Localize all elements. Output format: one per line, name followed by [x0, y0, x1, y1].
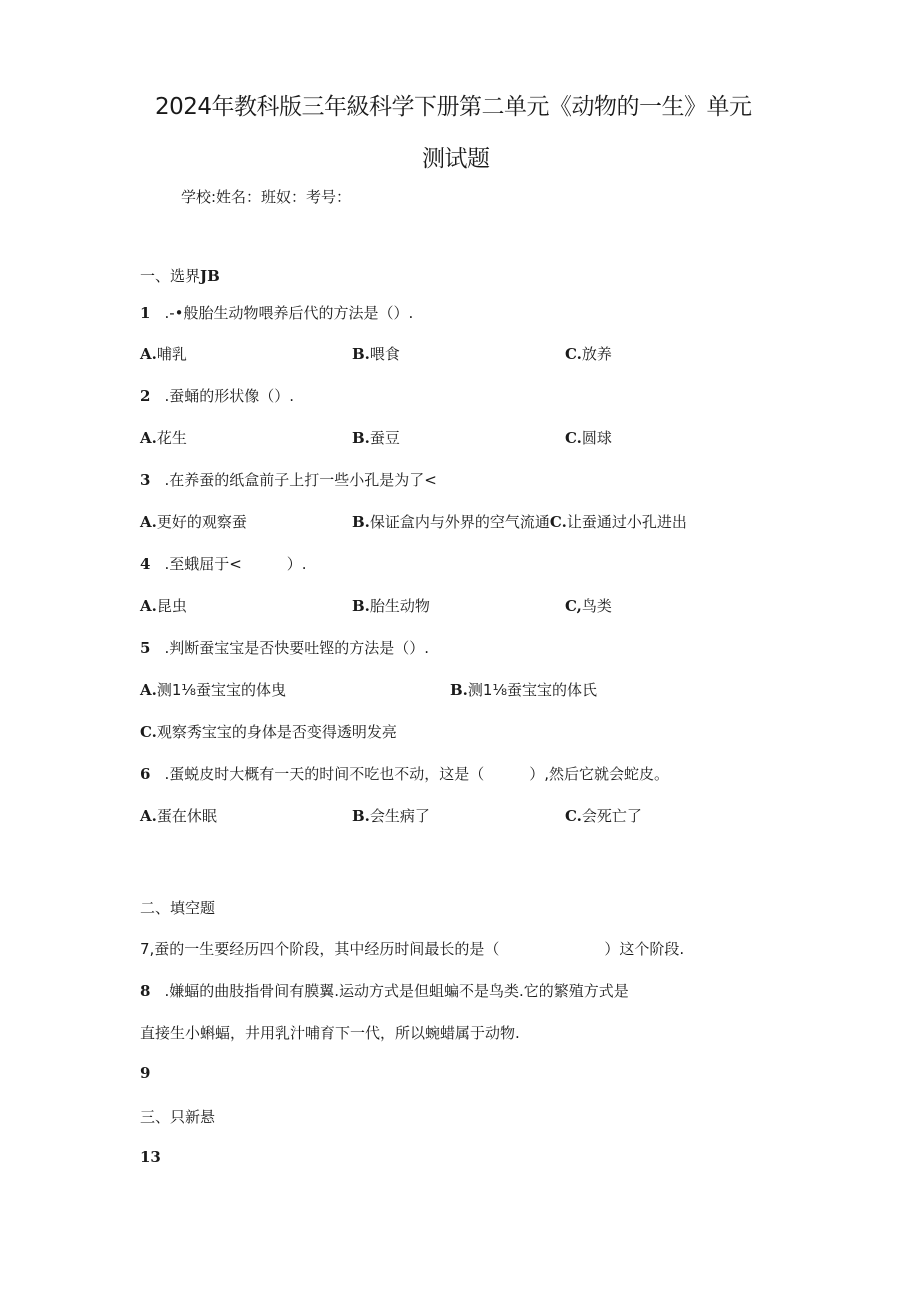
option-b: B.胎生动物	[352, 597, 430, 615]
option-a: A.昆虫	[140, 597, 187, 615]
option-c: C,鸟类	[565, 597, 612, 615]
option-b: B.测1⅛蚕宝宝的体氏	[450, 681, 597, 699]
question-1	[140, 302, 413, 323]
option-a: A.哺乳	[140, 345, 187, 363]
question-number: 5	[140, 639, 151, 657]
question-9-number: 9	[140, 1064, 151, 1082]
option-a: A.更好的观察蚕	[140, 513, 247, 531]
question-7: 7,蚕的一生要经历四个阶段，其中经历时间最长的是（ ）这个阶段.	[140, 940, 685, 958]
question-8	[140, 980, 629, 1001]
option-b-c: B.保证盒内与外界的空气流通C.让蚕通过小孔进出	[352, 513, 687, 531]
page-title: 2024年教科版三年級科学下册第二单元《动物的一生》单元	[155, 94, 752, 120]
question-6	[140, 763, 669, 784]
question-13-number: 13	[140, 1148, 161, 1166]
question-4	[140, 553, 307, 574]
question-text: .至蛾屈于< ）.	[164, 555, 307, 573]
option-c: C.会死亡了	[565, 807, 642, 825]
option-b: B.喂食	[352, 345, 400, 363]
student-info-line: 学校:姓名：班奴：考号：	[181, 188, 352, 206]
option-a: A.蛋在休眠	[140, 807, 217, 825]
section-heading-three: 三、只新悬	[140, 1108, 216, 1126]
section-label: 一、选界	[140, 267, 201, 285]
option-b: B.蚕豆	[352, 429, 400, 447]
question-number: 4	[140, 555, 151, 573]
option-c: C.观察秀宝宝的身体是否变得透明发亮	[140, 723, 397, 741]
question-number: 3	[140, 471, 151, 489]
question-5	[140, 637, 429, 658]
question-number: 2	[140, 387, 151, 405]
question-3	[140, 469, 437, 490]
option-c: C.放养	[565, 345, 612, 363]
question-text: .嫌蝠的曲肢指骨间有膜翼.运动方式是但蛆蝙不是鸟类.它的繁殖方式是	[164, 982, 629, 1000]
option-a: A.测1⅛蚕宝宝的体曳	[140, 681, 286, 699]
section-heading-choice	[140, 265, 220, 286]
question-number: 6	[140, 765, 151, 783]
question-text: .在养蚕的纸盒前子上打一些小孔是为了<	[164, 471, 437, 489]
question-text: .蚕蛹的形状像（）.	[164, 387, 294, 405]
option-a: A.花生	[140, 429, 187, 447]
question-number: 8	[140, 982, 151, 1000]
question-text: .-•般胎生动物喂养后代的方法是（）.	[164, 304, 414, 322]
question-number: 1	[140, 304, 151, 322]
question-text: .蛋蜕皮时大概有一天的时间不吃也不动，这是（ ）,然后它就会蛇皮。	[164, 765, 669, 783]
option-b: B.会生病了	[352, 807, 430, 825]
question-text: .判断蚕宝宝是否快要吐铿的方法是（）.	[164, 639, 429, 657]
page-title-line2: 测试题	[422, 146, 490, 172]
question-2	[140, 385, 294, 406]
option-c: C.圆球	[565, 429, 612, 447]
question-8-continued: 直接生小蝌蝠，井用乳汁哺育下一代，所以蜿蜡属于动物.	[140, 1024, 520, 1042]
section-heading-fill: 二、填空题	[140, 899, 216, 917]
section-suffix: JB	[200, 267, 220, 285]
